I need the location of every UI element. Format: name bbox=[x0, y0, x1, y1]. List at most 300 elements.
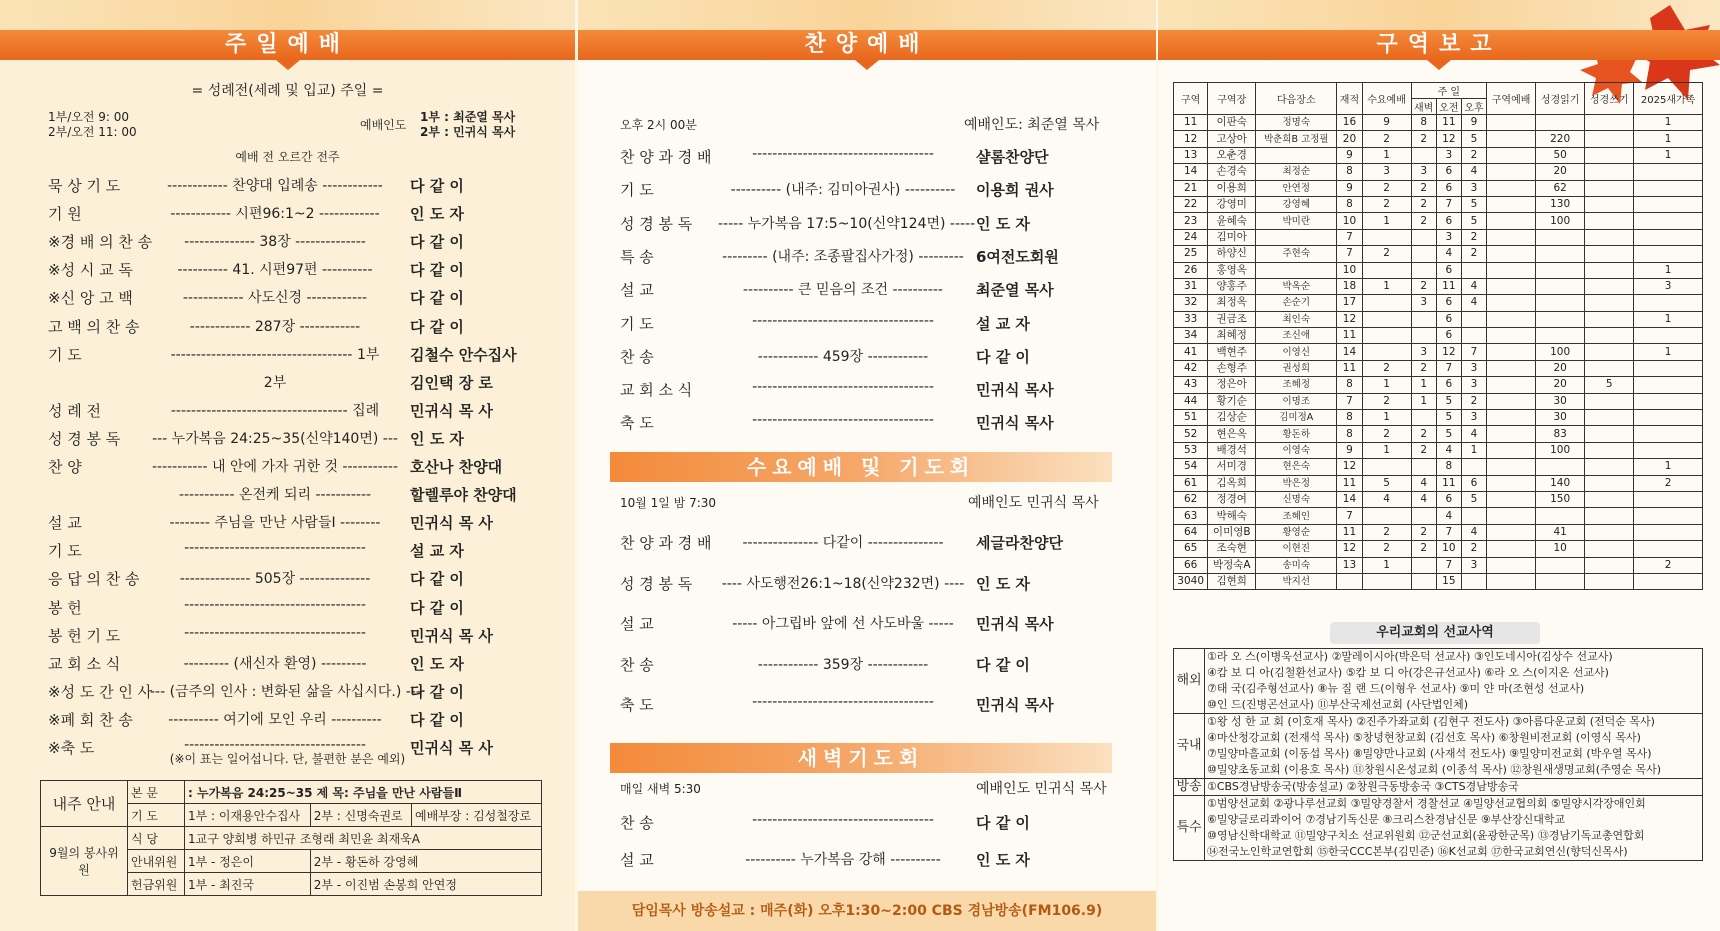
table-row bbox=[1174, 295, 1703, 311]
order-person: 설 교 자 bbox=[410, 542, 464, 561]
table-cell: 1 bbox=[1362, 377, 1411, 393]
table-cell bbox=[1634, 196, 1703, 212]
table-cell: 41 bbox=[1174, 344, 1208, 360]
table-cell: 30 bbox=[1536, 410, 1585, 426]
table-cell bbox=[1487, 115, 1536, 131]
table-row bbox=[1174, 557, 1703, 573]
table-cell bbox=[1487, 426, 1536, 442]
table-cell bbox=[1362, 344, 1411, 360]
dawn-header: 새벽기도회 bbox=[610, 743, 1112, 773]
table-cell: 18 bbox=[1337, 278, 1362, 294]
table-cell bbox=[1411, 508, 1436, 524]
table-cell: 신명숙 bbox=[1256, 491, 1337, 507]
table-cell bbox=[1585, 459, 1634, 475]
table-cell: 13 bbox=[1337, 557, 1362, 573]
order-label: 찬 송 bbox=[620, 347, 654, 366]
table-cell: 2 bbox=[1362, 524, 1411, 540]
table-cell bbox=[1585, 196, 1634, 212]
offer-1: 1부 - 최진국 bbox=[185, 873, 311, 896]
table-cell: 3 bbox=[1461, 360, 1486, 376]
col-new-family: 2025새가족 bbox=[1634, 83, 1703, 115]
table-cell: 24 bbox=[1174, 229, 1208, 245]
order-person: 민귀식 목사 bbox=[976, 696, 1054, 714]
table-cell: 1 bbox=[1634, 459, 1703, 475]
order-label: ※신 앙 고 백 bbox=[48, 289, 133, 308]
table-cell bbox=[1461, 508, 1486, 524]
table-cell bbox=[1487, 541, 1536, 557]
table-cell bbox=[1411, 147, 1436, 163]
order-person: 다 같 이 bbox=[410, 317, 464, 336]
table-cell bbox=[1634, 246, 1703, 262]
table-cell bbox=[1585, 229, 1634, 245]
order-label: 성 경 봉 독 bbox=[48, 429, 121, 448]
table-cell bbox=[1487, 328, 1536, 344]
table-cell: 15 bbox=[1436, 573, 1461, 589]
order-detail: --------- (내주: 조종팔집사가정) --------- bbox=[722, 248, 964, 265]
table-cell bbox=[1585, 246, 1634, 262]
order-person: 민귀식 목 사 bbox=[410, 626, 493, 645]
mission-line: ⑭전국노인학교연합회 ⑮한국CCC본부(김민준) ⑯K선교회 ⑰한국교회연신(향덕신목사) bbox=[1207, 845, 1628, 858]
table-cell bbox=[1585, 344, 1634, 360]
table-cell: 100 bbox=[1536, 442, 1585, 458]
table-cell: 1 bbox=[1411, 377, 1436, 393]
table-cell bbox=[1487, 180, 1536, 196]
table-cell: 14 bbox=[1174, 164, 1208, 180]
table-cell: 최정옥 bbox=[1208, 295, 1256, 311]
table-cell bbox=[1487, 147, 1536, 163]
mission-category: 국내 bbox=[1174, 714, 1205, 779]
footnote: (※이 표는 일어섭니다. 단, 불편한 분은 예외) bbox=[169, 752, 406, 766]
table-cell bbox=[1487, 344, 1536, 360]
table-cell bbox=[1487, 459, 1536, 475]
table-cell: 3 bbox=[1411, 295, 1436, 311]
table-cell: 5 bbox=[1436, 393, 1461, 409]
order-person: 이용희 권사 bbox=[976, 181, 1054, 200]
col-am: 오전 bbox=[1436, 99, 1461, 115]
table-cell: 9 bbox=[1461, 115, 1486, 131]
table-cell: 조혜정 bbox=[1256, 377, 1337, 393]
prayer-3: 예배부장 : 김성철장로 bbox=[412, 804, 542, 827]
order-person: 다 같 이 bbox=[410, 233, 464, 252]
order-person: 김인택 장 로 bbox=[410, 373, 493, 392]
col-bible-write: 성경쓰기 bbox=[1585, 83, 1634, 115]
table-cell: 8 bbox=[1337, 164, 1362, 180]
table-cell: 이영신 bbox=[1256, 344, 1337, 360]
table-row bbox=[1174, 311, 1703, 327]
table-cell: 1 bbox=[1461, 442, 1486, 458]
table-row bbox=[1174, 229, 1703, 245]
order-label: 봉 헌 bbox=[48, 598, 82, 617]
table-cell bbox=[1256, 147, 1337, 163]
table-cell bbox=[1634, 360, 1703, 376]
table-cell bbox=[1634, 180, 1703, 196]
table-cell: 16 bbox=[1337, 115, 1362, 131]
table-cell: 조신애 bbox=[1256, 328, 1337, 344]
table-cell: 2 bbox=[1411, 278, 1436, 294]
table-cell: 33 bbox=[1174, 311, 1208, 327]
table-cell bbox=[1585, 328, 1634, 344]
order-label: 묵 상 기 도 bbox=[48, 177, 121, 195]
mission-line: ⑥밀양글로리콰이어 ⑦경남기독신문 ⑧크리스찬경남신문 ⑨부산장신대학교 bbox=[1207, 813, 1566, 826]
table-cell: 4 bbox=[1411, 475, 1436, 491]
table-cell: 4 bbox=[1461, 278, 1486, 294]
table-row bbox=[1174, 442, 1703, 458]
table-cell: 6 bbox=[1436, 164, 1461, 180]
order-detail: ---------- 41. 시편97편 ---------- bbox=[177, 262, 373, 279]
table-cell: 1 bbox=[1362, 442, 1411, 458]
table-row bbox=[1174, 147, 1703, 163]
table-cell bbox=[1411, 459, 1436, 475]
table-cell: 6 bbox=[1436, 491, 1461, 507]
table-cell: 50 bbox=[1536, 147, 1585, 163]
table-cell bbox=[1362, 295, 1411, 311]
table-cell: 11 bbox=[1337, 524, 1362, 540]
mission-title: 우리교회의 선교사역 bbox=[1330, 622, 1540, 644]
order-label: 기 도 bbox=[620, 314, 654, 333]
col-district: 구역 bbox=[1174, 83, 1208, 115]
table-cell: 2 bbox=[1411, 213, 1436, 229]
table-cell bbox=[1585, 311, 1634, 327]
order-label: 기 도 bbox=[48, 345, 82, 364]
table-cell: 61 bbox=[1174, 475, 1208, 491]
table-cell: 9 bbox=[1337, 442, 1362, 458]
pre-service-note: 예배 전 오르간 전주 bbox=[235, 150, 340, 164]
table-cell bbox=[1362, 262, 1411, 278]
table-cell bbox=[1634, 508, 1703, 524]
table-cell: 이명조 bbox=[1256, 393, 1337, 409]
order-person: 인 도 자 bbox=[976, 214, 1030, 233]
order-person: 민귀식 목사 bbox=[976, 615, 1054, 633]
mission-line: ①왕 성 한 교 회 (이호재 목사) ②진주가좌교회 (김현구 전도사) ③아름다운교회 (전덕순 목사) bbox=[1207, 715, 1655, 728]
month-volunteers: 9월의 봉사위원 bbox=[41, 827, 128, 896]
mission-table bbox=[1173, 648, 1703, 861]
table-cell: 2 bbox=[1411, 442, 1436, 458]
table-cell: 14 bbox=[1337, 491, 1362, 507]
table-cell: 1 bbox=[1634, 311, 1703, 327]
table-cell: 2 bbox=[1362, 131, 1411, 147]
order-person: 다 같 이 bbox=[976, 814, 1030, 832]
table-cell bbox=[1634, 491, 1703, 507]
table-cell: 21 bbox=[1174, 180, 1208, 196]
table-cell bbox=[1634, 524, 1703, 540]
mission-line: ①CBS경남방송국(방송설교) ②창원극동방송국 ③CTS경남방송국 bbox=[1207, 780, 1519, 793]
mission-row bbox=[1174, 796, 1703, 861]
table-cell: 홍영옥 bbox=[1208, 262, 1256, 278]
table-cell: 22 bbox=[1174, 196, 1208, 212]
dawn-leader: 예배인도 민귀식 목사 bbox=[976, 781, 1107, 797]
order-person: 설 교 자 bbox=[976, 314, 1030, 333]
col-pm: 오후 bbox=[1461, 99, 1486, 115]
table-row bbox=[1174, 213, 1703, 229]
district-report-column bbox=[1158, 0, 1720, 931]
table-cell: 4 bbox=[1461, 295, 1486, 311]
table-cell: 2 bbox=[1362, 246, 1411, 262]
mission-lines bbox=[1205, 779, 1703, 796]
order-person: 인 도 자 bbox=[976, 574, 1030, 593]
order-label: 기 도 bbox=[620, 181, 654, 200]
order-detail: ---------- 큰 믿음의 조건 ---------- bbox=[743, 282, 943, 299]
table-cell bbox=[1256, 262, 1337, 278]
table-cell bbox=[1487, 311, 1536, 327]
table-row bbox=[1174, 164, 1703, 180]
table-cell bbox=[1487, 213, 1536, 229]
table-cell: 현은숙 bbox=[1256, 459, 1337, 475]
table-cell bbox=[1585, 278, 1634, 294]
order-person: 민귀식 목 사 bbox=[410, 401, 493, 420]
table-cell bbox=[1585, 491, 1634, 507]
order-person: 인 도 자 bbox=[410, 205, 464, 224]
table-cell bbox=[1487, 360, 1536, 376]
table-cell bbox=[1487, 573, 1536, 589]
table-cell: 6 bbox=[1436, 295, 1461, 311]
table-cell bbox=[1487, 295, 1536, 311]
table-cell: 2 bbox=[1362, 393, 1411, 409]
district-report-header: 구역보고 bbox=[1158, 30, 1720, 60]
order-person: 다 같 이 bbox=[410, 598, 464, 617]
table-cell: 최정순 bbox=[1256, 164, 1337, 180]
leaders-label: 예배인도 bbox=[360, 118, 407, 132]
table-cell: 12 bbox=[1436, 131, 1461, 147]
table-cell: 5 bbox=[1461, 491, 1486, 507]
table-cell: 1 bbox=[1362, 147, 1411, 163]
table-cell: 6 bbox=[1436, 328, 1461, 344]
table-row bbox=[1174, 541, 1703, 557]
next-week-notice bbox=[40, 780, 542, 896]
table-cell: 김미정A bbox=[1256, 410, 1337, 426]
table-cell: 서미경 bbox=[1208, 459, 1256, 475]
table-cell: 2 bbox=[1634, 557, 1703, 573]
table-cell bbox=[1487, 491, 1536, 507]
table-cell: 130 bbox=[1536, 196, 1585, 212]
order-person: 6여전도회원 bbox=[976, 247, 1059, 266]
table-cell: 13 bbox=[1174, 147, 1208, 163]
order-detail: ------------ 359장 ------------ bbox=[757, 656, 929, 673]
table-cell: 14 bbox=[1337, 344, 1362, 360]
table-cell: 20 bbox=[1536, 377, 1585, 393]
table-cell bbox=[1536, 573, 1585, 589]
order-person: 다 같 이 bbox=[976, 655, 1030, 674]
table-cell bbox=[1411, 557, 1436, 573]
table-cell: 64 bbox=[1174, 524, 1208, 540]
order-person: 인 도 자 bbox=[410, 654, 464, 673]
table-cell: 2 bbox=[1461, 246, 1486, 262]
wednesday-time: 10월 1일 밤 7:30 bbox=[620, 496, 717, 510]
table-cell: 6 bbox=[1436, 180, 1461, 196]
table-cell: 100 bbox=[1536, 213, 1585, 229]
mission-category: 방송 bbox=[1174, 779, 1205, 796]
table-cell: 4 bbox=[1411, 491, 1436, 507]
table-cell bbox=[1487, 164, 1536, 180]
order-person: 김철수 안수집사 bbox=[410, 345, 517, 364]
table-cell: 1 bbox=[1411, 393, 1436, 409]
table-cell: 7 bbox=[1337, 508, 1362, 524]
table-cell bbox=[1634, 328, 1703, 344]
table-cell bbox=[1585, 475, 1634, 491]
table-cell: 11 bbox=[1174, 115, 1208, 131]
order-label: 축 도 bbox=[620, 696, 654, 714]
table-cell: 3 bbox=[1461, 410, 1486, 426]
table-cell: 손형주 bbox=[1208, 360, 1256, 376]
table-cell: 8 bbox=[1337, 410, 1362, 426]
table-row bbox=[1174, 344, 1703, 360]
table-cell: 배경석 bbox=[1208, 442, 1256, 458]
table-cell: 7 bbox=[1436, 557, 1461, 573]
order-detail: ------------------------------------ bbox=[184, 540, 366, 557]
mission-line: ⑦태 국(김주형선교사) ⑧뉴 질 랜 드(이형우 선교사) ⑨미 얀 마(조현성 선교사) bbox=[1207, 682, 1585, 695]
table-cell: 31 bbox=[1174, 278, 1208, 294]
table-cell: 이미영B bbox=[1208, 524, 1256, 540]
table-cell bbox=[1585, 410, 1634, 426]
table-cell: 11 bbox=[1436, 278, 1461, 294]
table-cell bbox=[1585, 262, 1634, 278]
order-detail: ------------------------------------ bbox=[752, 412, 934, 429]
table-cell: 3 bbox=[1461, 180, 1486, 196]
table-cell: 박지선 bbox=[1256, 573, 1337, 589]
table-cell bbox=[1585, 295, 1634, 311]
table-cell: 140 bbox=[1536, 475, 1585, 491]
table-cell bbox=[1634, 573, 1703, 589]
order-label: 찬 양 bbox=[48, 458, 82, 476]
table-cell bbox=[1487, 377, 1536, 393]
table-cell bbox=[1461, 573, 1486, 589]
order-detail: ------------------------------------ bbox=[752, 694, 934, 710]
table-cell: 42 bbox=[1174, 360, 1208, 376]
table-cell: 10 bbox=[1337, 213, 1362, 229]
table-cell: 11 bbox=[1436, 475, 1461, 491]
table-cell: 2 bbox=[1411, 426, 1436, 442]
table-cell bbox=[1634, 393, 1703, 409]
table-cell: 32 bbox=[1174, 295, 1208, 311]
table-cell: 오춘경 bbox=[1208, 147, 1256, 163]
sunday-service-header: 주일예배 bbox=[0, 30, 575, 60]
meal-label: 식 당 bbox=[128, 827, 185, 850]
table-cell bbox=[1362, 311, 1411, 327]
order-label: 찬 송 bbox=[620, 814, 654, 832]
table-cell: 65 bbox=[1174, 541, 1208, 557]
table-cell bbox=[1362, 573, 1411, 589]
table-cell bbox=[1634, 410, 1703, 426]
order-detail: --------------- 다같이 --------------- bbox=[742, 535, 944, 551]
table-cell: 7 bbox=[1436, 196, 1461, 212]
table-row bbox=[1174, 508, 1703, 524]
table-cell bbox=[1487, 393, 1536, 409]
table-cell bbox=[1362, 459, 1411, 475]
table-cell bbox=[1362, 508, 1411, 524]
table-cell: 100 bbox=[1536, 344, 1585, 360]
table-cell: 5 bbox=[1585, 377, 1634, 393]
table-cell: 3 bbox=[1436, 229, 1461, 245]
order-person: 민귀식 목사 bbox=[976, 414, 1054, 433]
table-cell: 정경여 bbox=[1208, 491, 1256, 507]
order-label: 교 회 소 식 bbox=[620, 381, 693, 400]
table-cell: 김옥희 bbox=[1208, 475, 1256, 491]
bonmun-text: : 누가복음 24:25~35 제 목: 주님을 만난 사람들Ⅱ bbox=[185, 781, 542, 804]
table-cell bbox=[1487, 557, 1536, 573]
table-cell bbox=[1411, 229, 1436, 245]
order-person: 다 같 이 bbox=[410, 682, 464, 701]
table-cell: 2 bbox=[1411, 541, 1436, 557]
wednesday-header: 수요예배 및 기도회 bbox=[610, 452, 1112, 482]
order-label: 고 백 의 찬 송 bbox=[48, 317, 140, 336]
notice-title: 내주 안내 bbox=[41, 781, 128, 827]
order-person: 인 도 자 bbox=[976, 851, 1030, 869]
order-person: 최준열 목사 bbox=[976, 281, 1054, 300]
mission-line: ⑩인 드(진병곤선교사) ⑪부산국제선교회 (사단법인체) bbox=[1207, 698, 1469, 711]
order-detail: ----- 아그립바 앞에 선 사도바울 ----- bbox=[732, 616, 954, 632]
table-row bbox=[1174, 278, 1703, 294]
table-cell bbox=[1487, 262, 1536, 278]
table-cell: 9 bbox=[1337, 147, 1362, 163]
table-cell: 주현숙 bbox=[1256, 246, 1337, 262]
table-cell bbox=[1536, 295, 1585, 311]
table-cell: 김상순 bbox=[1208, 410, 1256, 426]
order-person: 민귀식 목사 bbox=[976, 381, 1054, 400]
order-detail: ----------------------------------- 집례 bbox=[170, 402, 380, 419]
table-cell: 손순기 bbox=[1256, 295, 1337, 311]
order-label: 기 원 bbox=[48, 205, 82, 224]
table-cell: 6 bbox=[1436, 377, 1461, 393]
order-detail: ------------------------------------ bbox=[752, 812, 934, 828]
prayer-1: 1부 : 이재용안수집사 bbox=[185, 804, 311, 827]
table-cell: 정명숙 bbox=[1256, 115, 1337, 131]
order-label: ※폐 회 찬 송 bbox=[48, 710, 133, 729]
order-label: ※경 배 의 찬 송 bbox=[48, 233, 153, 252]
table-cell: 조혜인 bbox=[1256, 508, 1337, 524]
table-row bbox=[1174, 393, 1703, 409]
table-cell: 5 bbox=[1362, 475, 1411, 491]
table-row bbox=[1174, 459, 1703, 475]
table-cell: 30 bbox=[1536, 393, 1585, 409]
order-label: 찬 양 과 경 배 bbox=[620, 148, 712, 166]
table-cell: 김미아 bbox=[1208, 229, 1256, 245]
order-detail: ---------- 여기에 모인 우리 ---------- bbox=[168, 711, 382, 728]
table-cell bbox=[1634, 229, 1703, 245]
table-cell: 2 bbox=[1461, 229, 1486, 245]
table-cell bbox=[1487, 475, 1536, 491]
table-cell: 9 bbox=[1362, 115, 1411, 131]
table-cell: 12 bbox=[1337, 459, 1362, 475]
table-cell: 윤혜숙 bbox=[1208, 213, 1256, 229]
table-cell: 34 bbox=[1174, 328, 1208, 344]
table-cell: 4 bbox=[1436, 442, 1461, 458]
table-cell: 1 bbox=[1362, 213, 1411, 229]
table-cell: 백현주 bbox=[1208, 344, 1256, 360]
order-detail: -------- 주님을 만난 사람들Ⅰ -------- bbox=[169, 515, 381, 532]
table-row bbox=[1174, 524, 1703, 540]
table-cell bbox=[1487, 442, 1536, 458]
table-cell: 조숙현 bbox=[1208, 541, 1256, 557]
table-cell: 62 bbox=[1536, 180, 1585, 196]
table-cell: 8 bbox=[1411, 115, 1436, 131]
table-cell bbox=[1536, 557, 1585, 573]
table-cell: 3 bbox=[1362, 164, 1411, 180]
table-cell bbox=[1634, 442, 1703, 458]
guide-1: 1부 - 정은이 bbox=[185, 850, 311, 873]
table-cell: 최인숙 bbox=[1256, 311, 1337, 327]
table-cell: 5 bbox=[1461, 213, 1486, 229]
praise-service-header: 찬양예배 bbox=[578, 30, 1156, 60]
mission-lines bbox=[1205, 714, 1703, 779]
table-row bbox=[1174, 573, 1703, 589]
table-cell: 20 bbox=[1536, 360, 1585, 376]
table-cell bbox=[1411, 573, 1436, 589]
order-detail: ---------- (내주: 김미아권사) ---------- bbox=[730, 182, 956, 199]
order-detail: 2부 bbox=[263, 374, 287, 391]
table-cell: 하양신 bbox=[1208, 246, 1256, 262]
table-cell: 1 bbox=[1362, 410, 1411, 426]
table-cell bbox=[1585, 180, 1634, 196]
table-cell: 2 bbox=[1461, 393, 1486, 409]
